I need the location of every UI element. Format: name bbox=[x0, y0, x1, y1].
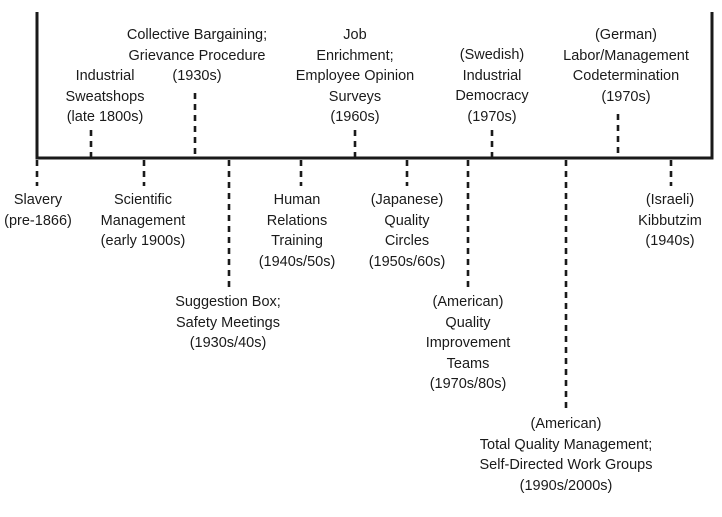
label-scientific-management bbox=[101, 190, 186, 252]
label-line: (1930s/40s) bbox=[189, 335, 267, 351]
label-line: Slavery bbox=[13, 192, 63, 208]
label-line: (1970s) bbox=[601, 88, 651, 105]
label-line: Management bbox=[100, 212, 186, 229]
label-line: (late 1800s) bbox=[66, 109, 144, 125]
label-line: Surveys bbox=[328, 88, 382, 105]
label-swedish-industrial-democracy bbox=[455, 45, 528, 127]
label-line: (American) bbox=[432, 294, 504, 310]
label-line: Codetermination bbox=[572, 68, 680, 84]
label-suggestion-box bbox=[175, 292, 281, 354]
label-line: Total Quality Management; bbox=[479, 436, 653, 453]
label-line: (1940s/50s) bbox=[258, 253, 336, 270]
label-line: (Japanese) bbox=[370, 192, 444, 208]
label-line: Labor/Management bbox=[563, 47, 689, 64]
label-line: Improvement bbox=[425, 335, 511, 351]
label-line: Quality bbox=[384, 212, 430, 229]
label-american-quality-improvement bbox=[426, 292, 511, 395]
label-german-codetermination bbox=[563, 25, 689, 107]
label-line: Employee Opinion bbox=[295, 68, 415, 84]
label-line: (Israeli) bbox=[645, 192, 695, 208]
label-line: Training bbox=[271, 233, 323, 249]
label-line: Kibbutzim bbox=[638, 212, 702, 229]
label-line: Human bbox=[273, 192, 321, 208]
label-line: Collective Bargaining; bbox=[126, 27, 268, 43]
label-line: (1940s) bbox=[645, 233, 695, 249]
label-line: (German) bbox=[594, 27, 658, 43]
label-line: (1970s) bbox=[467, 108, 517, 125]
label-line: (pre-1866) bbox=[4, 212, 72, 229]
label-line: Teams bbox=[446, 355, 490, 372]
label-line: Self-Directed Work Groups bbox=[479, 457, 653, 473]
label-line: (1960s) bbox=[330, 109, 380, 125]
label-line: (1990s/2000s) bbox=[519, 477, 613, 494]
label-line: (early 1900s) bbox=[100, 233, 186, 249]
label-line: Relations bbox=[266, 212, 328, 229]
label-line: Circles bbox=[384, 233, 430, 249]
label-line: Grievance Procedure bbox=[128, 47, 266, 64]
label-line: Industrial bbox=[462, 67, 522, 84]
label-line: Scientific bbox=[113, 192, 173, 208]
label-american-tqm bbox=[480, 414, 653, 496]
label-slavery bbox=[4, 190, 72, 231]
label-line: (Swedish) bbox=[459, 47, 525, 63]
label-job-enrichment bbox=[296, 25, 415, 128]
label-japanese-quality-circles bbox=[369, 190, 446, 272]
label-line: (1930s) bbox=[172, 68, 222, 84]
label-israeli-kibbutzim bbox=[638, 190, 702, 252]
label-line: (1970s/80s) bbox=[429, 376, 507, 392]
label-line: Safety Meetings bbox=[176, 314, 280, 331]
label-line: (American) bbox=[530, 416, 602, 432]
label-line: Suggestion Box; bbox=[175, 294, 281, 310]
label-line: Industrial bbox=[75, 68, 135, 84]
label-line: Enrichment; bbox=[316, 47, 394, 64]
label-line: Democracy bbox=[455, 88, 529, 104]
label-human-relations bbox=[259, 190, 336, 272]
label-line: (1950s/60s) bbox=[368, 253, 446, 270]
label-collective-bargaining bbox=[127, 25, 267, 87]
label-line: Sweatshops bbox=[65, 88, 145, 105]
label-line: Job bbox=[343, 27, 367, 43]
label-line: Quality bbox=[445, 314, 491, 331]
